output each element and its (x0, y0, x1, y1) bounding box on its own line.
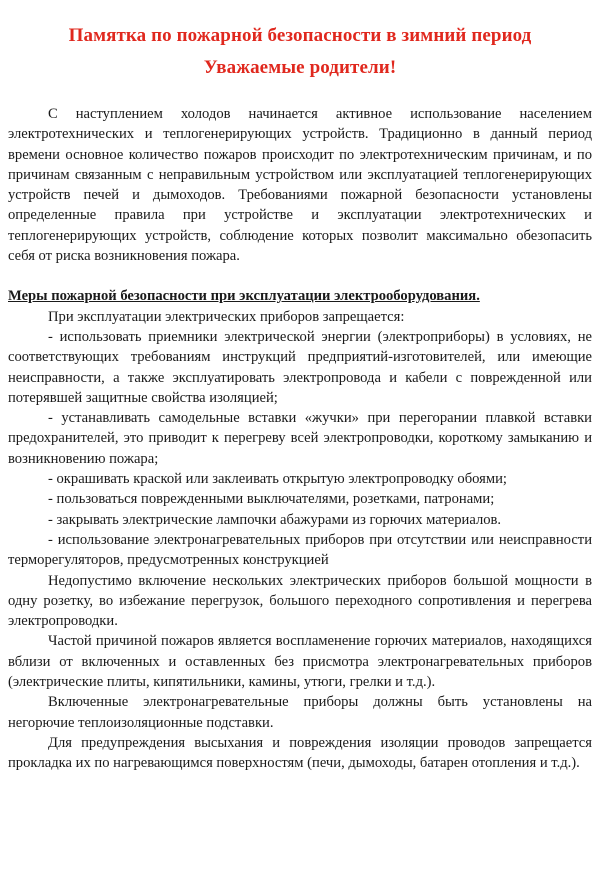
paragraph: Включенные электронагревательные приборы должны быть установлены на негорючие теплоизоляционные подставки. (8, 694, 592, 731)
document-subtitle: Уважаемые родители! (203, 57, 397, 78)
list-item: - пользоваться поврежденными выключателями, розетками, патронами; (48, 491, 495, 508)
section-heading: Меры пожарной безопасности при эксплуатации электрооборудования. (8, 288, 480, 305)
list-item: - использовать приемники электрической энергии (электроприборы) в условиях, не соответствующих требованиям инструкций предприятий-изготовителей, или имеющие неисправности, а также эксплуатировать электропровода и кабели с поврежденной или потерявшей защитные свойства изоляцией; (8, 328, 592, 406)
paragraph: Для предупреждения высыхания и повреждения изоляции проводов запрещается прокладка их по нагревающимся поверхностям (печи, дымоходы, батарен отопления и т.д.). (8, 734, 592, 772)
list-lead: При эксплуатации электрических приборов запрещается: (48, 308, 405, 325)
list-item: - использование электронагревательных приборов при отсутствии или неисправности терморегуляторов, предусмотренных конструкцией (8, 531, 592, 569)
intro-paragraph: С наступлением холодов начинается активное использование населением электротехнических и теплогенерирующих устройств. Традиционно в данный период времени основное количество пожаров происходит по электротехническим причинам, и по причинам связанным с неправильным устройством или эксплуатацией теплогенерирующих устройств печей и дымоходов. Требованиями пожарной безопасности установлены определенные правила при устройстве и эксплуатации электротехнических и теплогенерирующих устройств, соблюдение которых позволит максимально обезопасить себя от риска возникновения пожара. (8, 106, 592, 265)
document-title: Памятка по пожарной безопасности в зимний период (68, 25, 532, 46)
list-item: - окрашивать краской или заклеивать открытую электропроводку обоями; (48, 471, 507, 488)
spacer (8, 266, 592, 286)
list-item: - закрывать электрические лампочки абажурами из горючих материалов. (48, 511, 502, 528)
paragraph: Недопустимо включение нескольких электрических приборов большой мощности в одну розетку, во избежание перегрузок, большого переходного сопротивления и перегрева электропроводки. (8, 572, 592, 630)
document-body (8, 104, 592, 774)
paragraph: Частой причиной пожаров является воспламенение горючих материалов, находящихся вблизи от включенных и оставленных без присмотра электронагревательных приборов (электрические плиты, кипятильники, камины, утюги, грелки и т.д.). (8, 633, 592, 691)
list-item: - устанавливать самодельные вставки «жучки» при перегорании плавкой вставки предохранителей, это приводит к перегреву всей электропроводки, короткому замыканию и возникновению пожара; (8, 410, 592, 467)
